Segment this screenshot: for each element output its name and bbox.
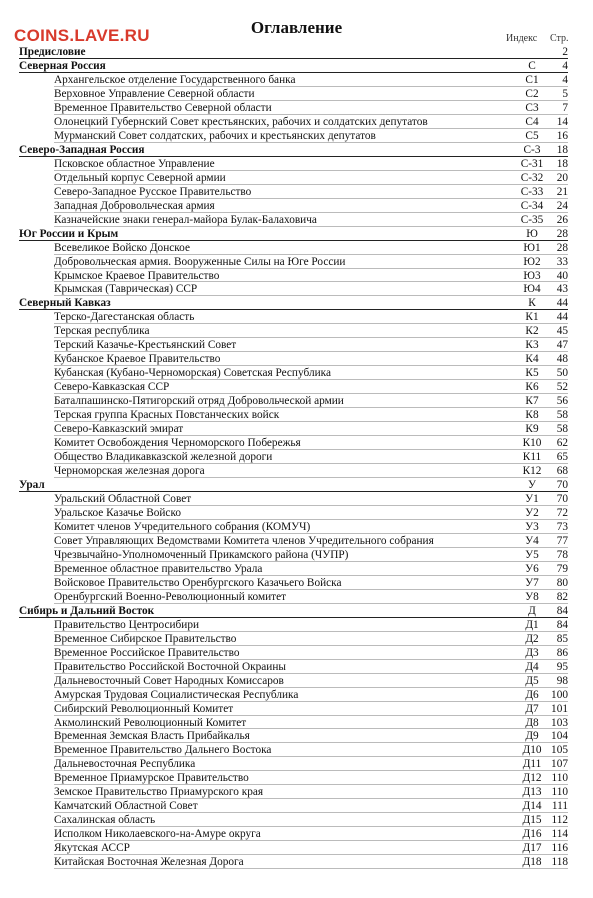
entry-index: Д17: [522, 842, 542, 855]
entry-page-number: 73: [556, 520, 568, 533]
toc-entry-row: [0, 855, 593, 869]
entry-index: Д16: [522, 828, 542, 841]
entry-page-number: 45: [556, 325, 568, 338]
entry-title: Временная Земская Власть Прибайкалья: [54, 730, 250, 743]
entry-index: Д2: [525, 632, 539, 645]
entry-page-number: 112: [551, 814, 568, 827]
entry-index: С-31: [520, 157, 544, 170]
entry-page-number: 84: [556, 618, 568, 631]
entry-page-number: 70: [556, 479, 568, 492]
entry-page-number: 5: [562, 87, 568, 100]
toc-entry-row: [0, 408, 593, 422]
entry-index: Д11: [522, 758, 542, 771]
entry-page-number: 105: [551, 744, 568, 757]
entry-page-number: 70: [556, 493, 568, 505]
entry-page-number: 20: [556, 171, 568, 184]
entry-title: Исполком Николаевского-на-Амуре округа: [54, 828, 261, 841]
toc-entry-row: [0, 785, 593, 799]
entry-index: К4: [525, 353, 539, 366]
toc-entry-row: [0, 813, 593, 827]
entry-title: Северо-Кавказская ССР: [54, 381, 170, 394]
entry-title: Кубанское Краевое Правительство: [54, 353, 221, 366]
entry-title: Совет Управляющих Ведомствами Комитета членов Учредительного собрания: [54, 534, 434, 547]
entry-index: К8: [525, 409, 539, 422]
toc-entry-row: [0, 436, 593, 450]
toc-entry-row: [0, 841, 593, 855]
entry-page-number: 58: [556, 423, 568, 436]
toc-entry-row: [0, 702, 593, 716]
toc-entry-row: [0, 660, 593, 674]
entry-title: Общество Владикавказской железной дороги: [54, 451, 273, 464]
toc-section-row: [0, 59, 593, 73]
toc-entry-row: [0, 352, 593, 366]
toc-entry-row: [0, 87, 593, 101]
toc-entry-row: [0, 492, 593, 506]
entry-index: У6: [525, 562, 539, 575]
entry-title: Земское Правительство Приамурского края: [54, 786, 264, 799]
entry-title: Сахалинская область: [54, 814, 156, 827]
entry-page-number: 4: [562, 59, 568, 72]
entry-title: Временное Правительство Дальнего Востока: [54, 744, 272, 757]
toc-entry-row: [0, 73, 593, 87]
entry-title: Сибирский Революционный Комитет: [54, 702, 234, 715]
entry-page-number: 43: [556, 283, 568, 296]
entry-index: Д12: [522, 772, 542, 785]
toc-section-row: [0, 478, 593, 492]
entry-index: У7: [525, 576, 539, 589]
toc-entry-row: [0, 422, 593, 436]
section-title: Северная Россия: [19, 59, 106, 72]
entry-title: Северо-Кавказский эмират: [54, 423, 184, 436]
entry-page-number: 80: [556, 576, 568, 589]
entry-page-number: 21: [556, 185, 568, 198]
entry-index: У2: [525, 506, 539, 519]
entry-title: Крымское Краевое Правительство: [54, 269, 220, 282]
toc-entry-row: [0, 757, 593, 771]
entry-title: Китайская Восточная Железная Дорога: [54, 856, 244, 869]
toc-entry-row: [0, 157, 593, 171]
entry-title: Якутская АССР: [54, 842, 130, 855]
entry-index: Д: [528, 604, 536, 617]
toc-entry-row: [0, 380, 593, 394]
toc-entry-row: [0, 827, 593, 841]
entry-title: Северо-Западное Русское Правительство: [54, 185, 252, 198]
toc-entry-row: [0, 716, 593, 730]
toc-entry-row: [0, 743, 593, 757]
entry-page-number: 65: [556, 451, 568, 464]
entry-title: Казначейские знаки генерал-майора Булак-Балаховича: [54, 213, 317, 226]
entry-index: Ю4: [523, 283, 541, 296]
entry-index: Д13: [522, 786, 542, 799]
entry-index: К9: [525, 423, 539, 436]
entry-title: Войсковое Правительство Оренбургского Казачьего Войска: [54, 576, 342, 589]
toc-entry-row: [0, 799, 593, 813]
entry-index: С1: [525, 73, 539, 86]
entry-page-number: 82: [556, 590, 568, 603]
entry-page-number: 103: [551, 716, 568, 729]
toc-entry-row: [0, 534, 593, 548]
entry-page-number: 84: [556, 604, 568, 617]
entry-title: Кубанская (Кубано-Черноморская) Советская Республика: [54, 367, 331, 380]
index-column-header: Индекс: [506, 33, 538, 44]
toc-entry-row: [0, 506, 593, 520]
entry-title: Архангельское отделение Государственного банка: [54, 73, 296, 86]
entry-index: Д3: [525, 646, 539, 659]
entry-index: К10: [522, 437, 542, 450]
entry-page-number: 62: [556, 437, 568, 450]
entry-title: Добровольческая армия. Вооруженные Силы на Юге России: [54, 255, 346, 268]
entry-title: Терско-Дагестанская область: [54, 311, 195, 324]
entry-title: Мурманский Совет солдатских, рабочих и крестьянских депутатов: [54, 129, 376, 142]
entry-title: Терский Казачье-Крестьянский Совет: [54, 339, 237, 352]
toc-section-row: [0, 45, 593, 59]
entry-index: С: [528, 59, 536, 72]
entry-page-number: 44: [556, 311, 568, 324]
toc-entry-row: [0, 520, 593, 534]
entry-page-number: 52: [556, 381, 568, 394]
entry-title: Крымская (Таврическая) ССР: [54, 283, 198, 296]
entry-index: Ю: [526, 227, 538, 240]
entry-page-number: 7: [562, 101, 568, 114]
entry-title: Комитет членов Учредительного собрания (КОМУЧ): [54, 520, 311, 533]
entry-page-number: 79: [556, 562, 568, 575]
entry-title: Баталпашинско-Пятигорский отряд Добровольческой армии: [54, 395, 344, 408]
section-title: Сибирь и Дальний Восток: [19, 604, 155, 617]
toc-entry-row: [0, 101, 593, 115]
entry-title: Комитет Освобождения Черноморского Побережья: [54, 437, 301, 450]
entry-index: К1: [525, 311, 539, 324]
section-title: Северо-Западная Россия: [19, 143, 145, 156]
entry-index: Д9: [525, 730, 539, 743]
entry-title: Псковское областное Управление: [54, 157, 215, 170]
toc-section-row: [0, 604, 593, 618]
entry-index: Д10: [522, 744, 542, 757]
entry-index: Д15: [522, 814, 542, 827]
entry-page-number: 2: [562, 46, 568, 58]
entry-page-number: 77: [556, 534, 568, 547]
entry-index: С5: [525, 129, 539, 142]
entry-index: Д6: [525, 688, 539, 701]
entry-index: С2: [525, 87, 539, 100]
entry-page-number: 33: [556, 255, 568, 268]
toc-entry-row: [0, 255, 593, 269]
entry-title: Правительство Российской Восточной Окраины: [54, 660, 286, 673]
entry-page-number: 85: [556, 632, 568, 645]
entry-title: Терская группа Красных Повстанческих войск: [54, 409, 280, 422]
entry-index: Ю3: [523, 269, 541, 282]
section-title: Предисловие: [19, 46, 86, 58]
entry-page-number: 18: [556, 157, 568, 170]
entry-title: Чрезвычайно-Уполномоченный Прикамского района (ЧУПР): [54, 548, 349, 561]
page-title: Оглавление: [250, 18, 343, 37]
entry-page-number: 72: [556, 506, 568, 519]
entry-page-number: 26: [556, 213, 568, 226]
entry-title: Уральское Казачье Войско: [54, 506, 182, 519]
entry-index: Д4: [525, 660, 539, 673]
toc-entry-row: [0, 324, 593, 338]
entry-page-number: 16: [556, 129, 568, 142]
toc-entry-row: [0, 464, 593, 478]
entry-title: Дальневосточная Республика: [54, 758, 196, 771]
toc-entry-row: [0, 269, 593, 283]
entry-index: К6: [525, 381, 539, 394]
entry-title: Западная Добровольческая армия: [54, 199, 215, 212]
entry-page-number: 48: [556, 353, 568, 366]
entry-page-number: 118: [551, 856, 568, 869]
toc-entry-row: [0, 129, 593, 143]
toc-entry-row: [0, 674, 593, 688]
entry-page-number: 98: [556, 674, 568, 687]
entry-index: К5: [525, 367, 539, 380]
toc-section-row: [0, 143, 593, 157]
entry-page-number: 110: [551, 772, 568, 785]
toc-entry-row: [0, 241, 593, 255]
entry-index: К12: [522, 465, 542, 478]
entry-page-number: 68: [556, 465, 568, 478]
page-column-header: Стр.: [550, 33, 569, 44]
entry-page-number: 95: [556, 660, 568, 673]
entry-index: С4: [525, 115, 539, 128]
entry-page-number: 40: [556, 269, 568, 282]
entry-index: У8: [525, 590, 539, 603]
toc-entry-row: [0, 115, 593, 129]
entry-index: К11: [522, 451, 542, 464]
toc-entry-row: [0, 338, 593, 352]
entry-index: С-32: [520, 171, 544, 184]
entry-page-number: 28: [556, 241, 568, 254]
entry-title: Олонецкий Губернский Совет крестьянских, рабочих и солдатских депутатов: [54, 115, 428, 128]
entry-page-number: 107: [551, 758, 568, 771]
entry-page-number: 4: [562, 73, 568, 86]
entry-index: У4: [525, 534, 539, 547]
entry-title: Дальневосточный Совет Народных Комиссаров: [54, 674, 284, 687]
entry-index: К7: [525, 395, 539, 408]
entry-page-number: 28: [556, 227, 568, 240]
entry-index: Д7: [525, 702, 539, 715]
entry-title: Отдельный корпус Северной армии: [54, 171, 226, 184]
toc-entry-row: [0, 688, 593, 702]
entry-index: К: [528, 297, 536, 310]
toc-entry-row: [0, 632, 593, 646]
entry-page-number: 116: [551, 842, 568, 855]
entry-index: С-35: [520, 213, 544, 226]
entry-title: Правительство Центросибири: [54, 618, 200, 631]
toc-entry-row: [0, 213, 593, 227]
entry-title: Черноморская железная дорога: [54, 465, 205, 478]
entry-page-number: 100: [551, 688, 568, 701]
entry-index: Д18: [522, 856, 542, 869]
entry-page-number: 78: [556, 548, 568, 561]
entry-title: Камчатский Областной Совет: [54, 800, 198, 813]
entry-title: Акмолинский Революционный Комитет: [54, 716, 247, 729]
entry-page-number: 110: [551, 786, 568, 799]
entry-index: У: [528, 479, 536, 492]
entry-index: С3: [525, 101, 539, 114]
entry-index: Д5: [525, 674, 539, 687]
table-of-contents: [0, 45, 593, 869]
entry-index: Д1: [525, 618, 539, 631]
entry-index: Д14: [522, 800, 542, 813]
toc-entry-row: [0, 618, 593, 632]
entry-page-number: 101: [551, 702, 568, 715]
entry-index: К3: [525, 339, 539, 352]
entry-index: Ю2: [523, 255, 541, 268]
toc-entry-row: [0, 199, 593, 213]
entry-page-number: 47: [556, 339, 568, 352]
entry-index: У3: [525, 520, 539, 533]
entry-page-number: 18: [556, 143, 568, 156]
section-title: Северный Кавказ: [19, 297, 111, 310]
toc-entry-row: [0, 548, 593, 562]
entry-title: Оренбургский Военно-Революционный комитет: [54, 590, 287, 603]
toc-entry-row: [0, 590, 593, 604]
toc-entry-row: [0, 771, 593, 785]
entry-index: К2: [525, 325, 539, 338]
toc-entry-row: [0, 185, 593, 199]
site-watermark: COINS.LAVE.RU: [14, 26, 150, 45]
entry-title: Временное Правительство Северной области: [54, 101, 272, 114]
toc-entry-row: [0, 576, 593, 590]
entry-page-number: 111: [551, 800, 568, 813]
entry-index: С-34: [520, 199, 544, 212]
section-title: Урал: [19, 479, 45, 492]
entry-title: Временное Российское Правительство: [54, 646, 240, 659]
entry-page-number: 104: [551, 730, 568, 743]
entry-title: Временное областное правительство Урала: [54, 562, 263, 575]
entry-index: С-33: [520, 185, 544, 198]
toc-entry-row: [0, 310, 593, 324]
toc-entry-row: [0, 171, 593, 185]
entry-index: У5: [525, 548, 539, 561]
entry-title: Временное Сибирское Правительство: [54, 632, 237, 645]
entry-index: Ю1: [523, 241, 541, 254]
toc-entry-row: [0, 366, 593, 380]
entry-title: Временное Приамурское Правительство: [54, 772, 249, 785]
toc-section-row: [0, 296, 593, 310]
entry-title: Терская республика: [54, 325, 150, 338]
entry-title: Уральский Областной Совет: [54, 493, 192, 505]
toc-entry-row: [0, 450, 593, 464]
entry-page-number: 14: [556, 115, 568, 128]
entry-title: Всевеликое Войско Донское: [54, 241, 190, 254]
entry-page-number: 58: [556, 409, 568, 422]
entry-page-number: 44: [556, 297, 568, 310]
section-title: Юг России и Крым: [19, 227, 119, 240]
entry-page-number: 56: [556, 395, 568, 408]
toc-entry-row: [0, 394, 593, 408]
toc-section-row: [0, 227, 593, 241]
entry-index: У1: [525, 493, 539, 505]
entry-page-number: 50: [556, 367, 568, 380]
toc-entry-row: [0, 282, 593, 296]
entry-title: Верховное Управление Северной области: [54, 87, 255, 100]
toc-entry-row: [0, 646, 593, 660]
entry-page-number: 24: [556, 199, 568, 212]
entry-page-number: 86: [556, 646, 568, 659]
toc-entry-row: [0, 562, 593, 576]
entry-page-number: 114: [551, 828, 568, 841]
entry-index: Д8: [525, 716, 539, 729]
entry-title: Амурская Трудовая Социалистическая Республика: [54, 688, 299, 701]
entry-index: С-3: [523, 143, 541, 156]
toc-entry-row: [0, 729, 593, 743]
